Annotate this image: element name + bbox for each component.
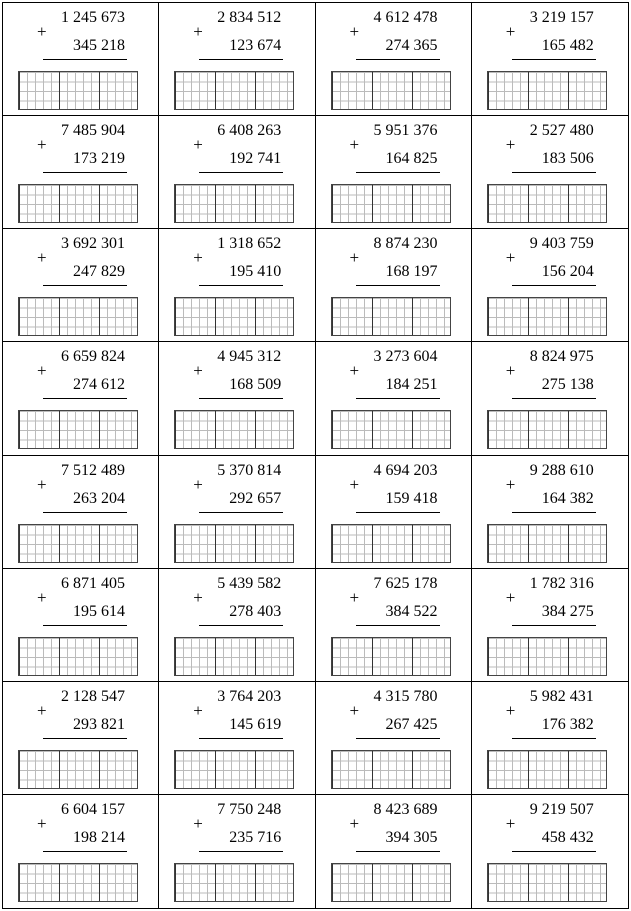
problem-cell: [472, 569, 628, 682]
addend-top: 3 692 301: [61, 235, 125, 253]
sum-line: [43, 738, 127, 739]
sum-line: [199, 625, 283, 626]
sum-line: [512, 625, 596, 626]
addend-bottom: 183 506: [541, 150, 594, 168]
addend-bottom: 164 825: [385, 150, 438, 168]
addend-bottom: 345 218: [73, 37, 125, 54]
problem-cell: [159, 229, 315, 342]
problem-cell: [159, 116, 315, 229]
problem-cell: [472, 456, 628, 569]
problem-cell: [472, 682, 628, 795]
sum-line: [512, 512, 596, 513]
sum-line: [356, 285, 440, 286]
answer-grid[interactable]: [174, 297, 294, 336]
addend-top: 9 288 610: [529, 461, 594, 479]
addend-top: 1 782 316: [529, 574, 594, 592]
answer-grid[interactable]: [18, 863, 138, 902]
addend-top: 6 659 824: [61, 348, 125, 366]
plus-sign: +: [193, 135, 203, 155]
plus-sign: +: [37, 361, 47, 381]
plus-sign: +: [37, 813, 47, 833]
addend-bottom: 278 403: [229, 602, 282, 620]
answer-grid[interactable]: [487, 750, 607, 789]
plus-sign: +: [505, 248, 516, 268]
sum-line: [512, 738, 596, 739]
plus-sign: +: [505, 474, 516, 494]
plus-sign: +: [349, 474, 360, 494]
sum-line: [512, 851, 596, 852]
sum-line: [356, 738, 440, 739]
plus-sign: +: [349, 135, 360, 155]
plus-sign: +: [193, 361, 203, 381]
plus-sign: +: [37, 248, 47, 268]
answer-grid[interactable]: [487, 410, 607, 449]
answer-grid[interactable]: [18, 637, 138, 676]
addend-bottom: 123 674: [229, 37, 282, 54]
answer-grid[interactable]: [18, 410, 138, 449]
answer-grid[interactable]: [18, 750, 138, 789]
addend-top: 2 527 480: [529, 122, 594, 140]
addend-top: 8 824 975: [529, 348, 594, 366]
problem-cell: [472, 229, 628, 342]
addend-bottom: 184 251: [385, 376, 438, 394]
addend-top: 3 273 604: [373, 348, 438, 366]
problem-cell: [472, 342, 628, 455]
sum-line: [43, 285, 127, 286]
plus-sign: +: [505, 22, 516, 41]
plus-sign: +: [505, 587, 516, 607]
addend-bottom: 192 741: [229, 150, 282, 168]
problem-cell: [316, 342, 472, 455]
addend-top: 8 423 689: [373, 800, 438, 818]
addend-top: 5 439 582: [217, 574, 282, 592]
addend-top: 7 512 489: [61, 461, 125, 479]
addend-bottom: 274 365: [385, 37, 438, 54]
plus-sign: +: [505, 813, 516, 833]
addend-bottom: 384 275: [541, 602, 594, 620]
answer-grid[interactable]: [487, 524, 607, 563]
problem-cell: [3, 116, 159, 229]
plus-sign: +: [37, 135, 47, 155]
problem-cell: [472, 3, 628, 116]
sum-line: [199, 738, 283, 739]
sum-line: [356, 512, 440, 513]
sum-line: [512, 398, 596, 399]
answer-grid[interactable]: [174, 863, 294, 902]
answer-grid[interactable]: [487, 637, 607, 676]
addend-top: 8 874 230: [373, 235, 438, 253]
sum-line: [43, 398, 127, 399]
sum-line: [512, 59, 596, 60]
problem-cell: [316, 3, 472, 116]
answer-grid[interactable]: [331, 524, 451, 563]
addend-top: 4 945 312: [217, 348, 282, 366]
addend-bottom: 168 197: [385, 263, 438, 281]
plus-sign: +: [505, 700, 516, 720]
plus-sign: +: [349, 248, 360, 268]
problem-cell: [316, 116, 472, 229]
answer-grid[interactable]: [174, 184, 294, 223]
addend-bottom: 267 425: [385, 715, 438, 733]
answer-grid[interactable]: [331, 297, 451, 336]
answer-grid[interactable]: [174, 71, 294, 110]
addend-bottom: 165 482: [541, 37, 594, 54]
addend-top: 7 625 178: [373, 574, 438, 592]
addend-bottom: 159 418: [385, 489, 438, 507]
addend-top: 5 982 431: [529, 687, 594, 705]
addend-bottom: 263 204: [73, 489, 125, 507]
sum-line: [43, 59, 127, 60]
addend-top: 5 370 814: [217, 461, 282, 479]
answer-grid[interactable]: [487, 71, 607, 110]
addend-top: 3 219 157: [529, 9, 594, 26]
addend-bottom: 176 382: [541, 715, 594, 733]
sum-line: [43, 172, 127, 173]
addend-top: 3 764 203: [217, 687, 282, 705]
addend-bottom: 195 410: [229, 263, 282, 281]
addend-bottom: 292 657: [229, 489, 282, 507]
sum-line: [512, 172, 596, 173]
answer-grid[interactable]: [331, 410, 451, 449]
sum-line: [43, 625, 127, 626]
answer-grid[interactable]: [487, 184, 607, 223]
sum-line: [356, 625, 440, 626]
sum-line: [199, 172, 283, 173]
problem-cell: [3, 342, 159, 455]
plus-sign: +: [193, 248, 203, 268]
addend-top: 2 128 547: [61, 687, 125, 705]
problem-cell: [316, 569, 472, 682]
answer-grid[interactable]: [487, 297, 607, 336]
addend-bottom: 274 612: [73, 376, 125, 394]
plus-sign: +: [37, 474, 47, 494]
problem-cell: [316, 795, 472, 908]
sum-line: [199, 851, 283, 852]
answer-grid[interactable]: [174, 524, 294, 563]
problem-cell: [3, 569, 159, 682]
addend-bottom: 247 829: [73, 263, 125, 281]
answer-grid[interactable]: [174, 637, 294, 676]
plus-sign: +: [349, 22, 360, 41]
problem-cell: [159, 342, 315, 455]
addend-bottom: 168 509: [229, 376, 282, 394]
addend-top: 4 612 478: [373, 9, 438, 26]
addend-top: 7 485 904: [61, 122, 125, 140]
addend-bottom: 394 305: [385, 828, 438, 846]
problem-cell: [159, 456, 315, 569]
addend-top: 6 604 157: [61, 800, 125, 818]
addend-top: 6 408 263: [217, 122, 282, 140]
plus-sign: +: [349, 361, 360, 381]
plus-sign: +: [193, 700, 203, 720]
addend-bottom: 384 522: [385, 602, 438, 620]
plus-sign: +: [193, 587, 203, 607]
plus-sign: +: [37, 22, 47, 41]
addend-bottom: 195 614: [73, 602, 125, 620]
plus-sign: +: [193, 22, 203, 41]
sum-line: [356, 172, 440, 173]
problem-cell: [3, 3, 159, 116]
addend-bottom: 293 821: [73, 715, 125, 733]
sum-line: [43, 512, 127, 513]
sum-line: [356, 59, 440, 60]
addend-bottom: 164 382: [541, 489, 594, 507]
addend-top: 4 315 780: [373, 687, 438, 705]
problem-cell: [159, 795, 315, 908]
answer-grid[interactable]: [487, 863, 607, 902]
plus-sign: +: [193, 474, 203, 494]
problem-cell: [3, 682, 159, 795]
addend-top: 1 245 673: [61, 9, 125, 26]
answer-grid[interactable]: [331, 637, 451, 676]
answer-grid[interactable]: [331, 184, 451, 223]
addend-top: 5 951 376: [373, 122, 438, 140]
addend-bottom: 145 619: [229, 715, 282, 733]
answer-grid[interactable]: [331, 750, 451, 789]
problem-cell: [316, 229, 472, 342]
problem-cell: [472, 795, 628, 908]
plus-sign: +: [505, 135, 516, 155]
answer-grid[interactable]: [174, 750, 294, 789]
sum-line: [199, 512, 283, 513]
sum-line: [356, 851, 440, 852]
sum-line: [43, 851, 127, 852]
problem-cell: [472, 116, 628, 229]
answer-grid[interactable]: [18, 184, 138, 223]
problem-cell: [316, 456, 472, 569]
answer-grid[interactable]: [174, 410, 294, 449]
addend-top: 7 750 248: [217, 800, 282, 818]
answer-grid[interactable]: [18, 297, 138, 336]
addend-bottom: 156 204: [541, 263, 594, 281]
problem-cell: [3, 456, 159, 569]
answer-grid[interactable]: [331, 71, 451, 110]
plus-sign: +: [37, 700, 47, 720]
plus-sign: +: [349, 813, 360, 833]
addend-bottom: 173 219: [73, 150, 125, 168]
addend-bottom: 458 432: [541, 828, 594, 846]
problem-cell: [159, 3, 315, 116]
addend-bottom: 235 716: [229, 828, 282, 846]
answer-grid[interactable]: [18, 71, 138, 110]
sum-line: [356, 398, 440, 399]
addend-top: 6 871 405: [61, 574, 125, 592]
sum-line: [512, 285, 596, 286]
addend-top: 9 403 759: [529, 235, 594, 253]
problem-cell: [159, 682, 315, 795]
answer-grid[interactable]: [331, 863, 451, 902]
addend-bottom: 198 214: [73, 828, 125, 846]
plus-sign: +: [349, 700, 360, 720]
problem-cell: [159, 569, 315, 682]
problem-cell: [3, 795, 159, 908]
sum-line: [199, 59, 283, 60]
plus-sign: +: [37, 587, 47, 607]
plus-sign: +: [505, 361, 516, 381]
problem-cell: [3, 229, 159, 342]
plus-sign: +: [349, 587, 360, 607]
plus-sign: +: [193, 813, 203, 833]
worksheet-table: [2, 2, 629, 909]
answer-grid[interactable]: [18, 524, 138, 563]
sum-line: [199, 285, 283, 286]
addend-bottom: 275 138: [541, 376, 594, 394]
addend-top: 1 318 652: [217, 235, 282, 253]
addend-top: 9 219 507: [529, 800, 594, 818]
addend-top: 2 834 512: [217, 9, 282, 26]
problem-cell: [316, 682, 472, 795]
sum-line: [199, 398, 283, 399]
addend-top: 4 694 203: [373, 461, 438, 479]
